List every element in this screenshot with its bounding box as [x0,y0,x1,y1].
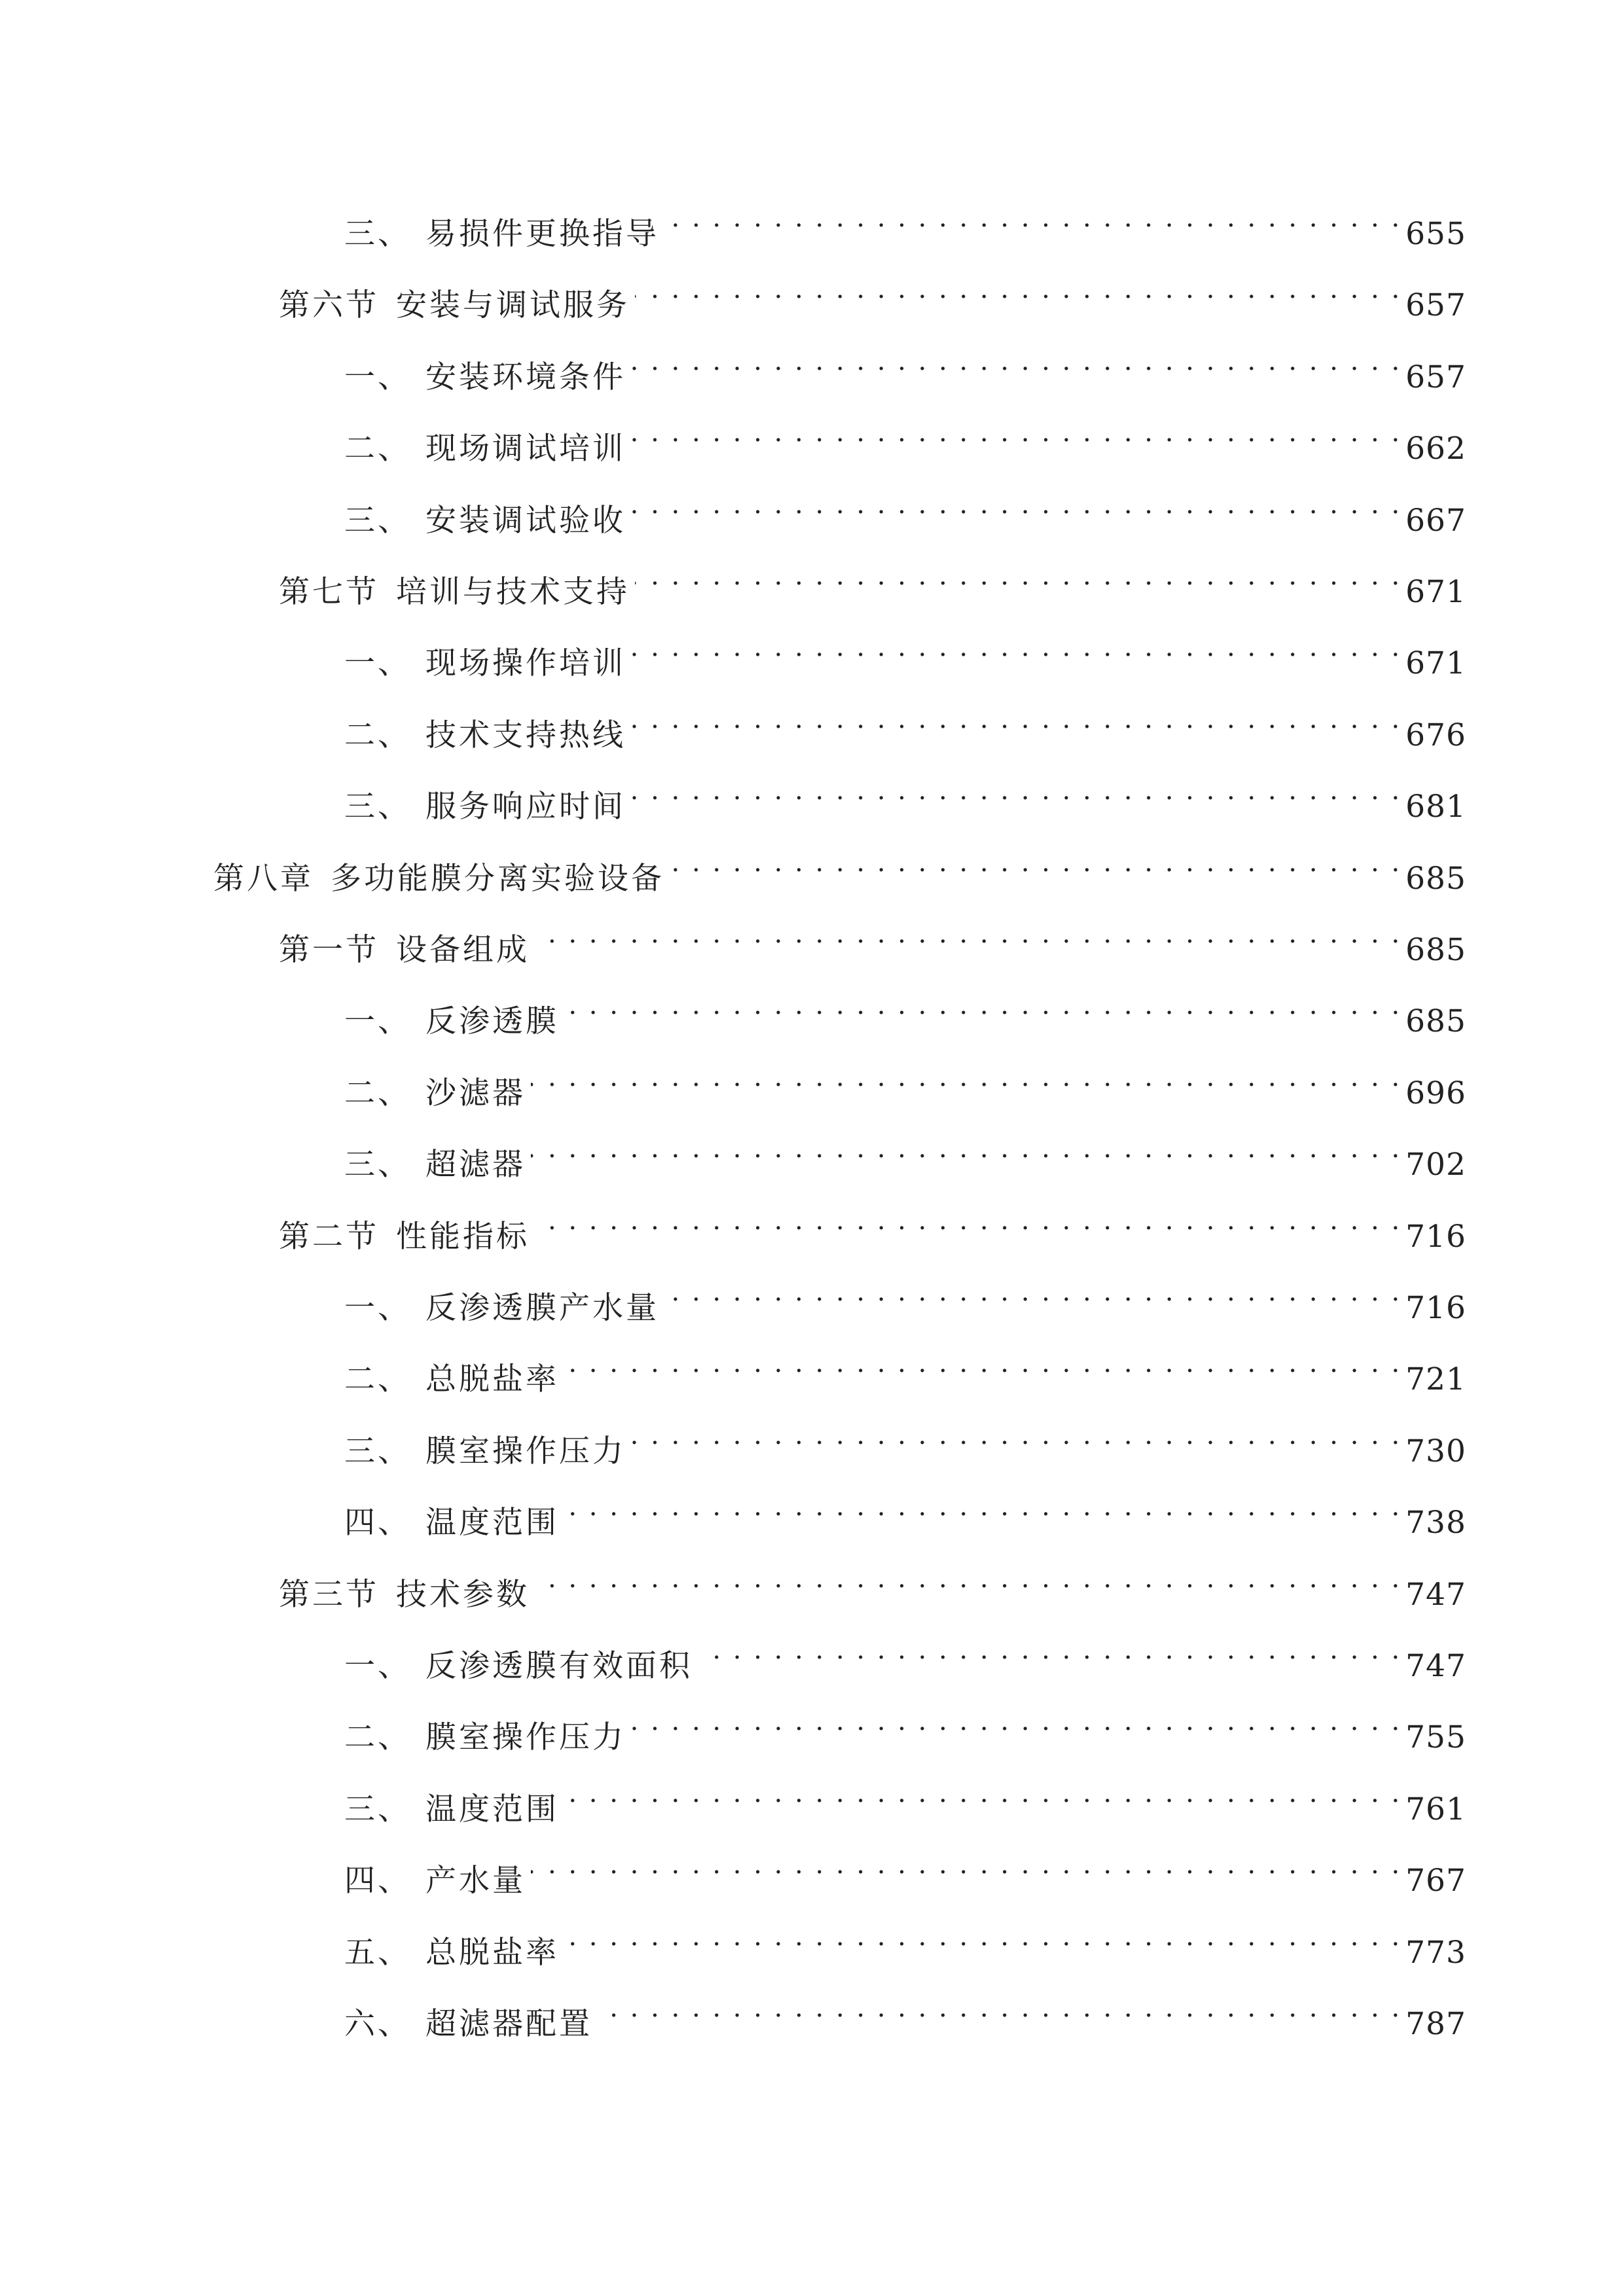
toc-entry-title: 总脱盐率 [425,1935,559,1971]
toc-entry-item[interactable] [344,1695,1466,1755]
toc-entry-number: 第七节 [279,574,379,610]
toc-entry-number: 三、 [344,789,411,825]
toc-entry-page-number: 671 [1405,574,1466,610]
toc-entry-page-number: 657 [1405,359,1466,395]
toc-entry-title: 培训与技术支持 [396,574,630,610]
toc-entry-number: 三、 [344,1791,411,1827]
toc-entry-title: 服务响应时间 [425,789,626,825]
dot-leader [531,1122,1401,1175]
toc-entry-page-number: 755 [1405,1719,1466,1755]
dot-leader [564,1910,1401,1963]
dot-leader [664,1266,1401,1318]
toc-entry-number: 一、 [344,645,411,681]
toc-entry-title: 安装与调试服务 [396,287,630,323]
toc-entry-number: 第一节 [279,932,379,968]
toc-entry-title: 技术参数 [396,1577,530,1613]
toc-entry-title: 多功能膜分离实验设备 [331,861,664,897]
dot-leader [698,1624,1401,1676]
toc-entry-number: 二、 [344,1075,411,1111]
toc-entry-section[interactable] [279,908,1466,968]
toc-entry-page-number: 773 [1405,1935,1466,1971]
toc-entry-item[interactable] [344,764,1466,825]
dot-leader [598,1982,1401,2034]
toc-entry-page-number: 667 [1405,503,1466,539]
toc-entry-number: 第二节 [279,1219,379,1255]
toc-entry-title: 现场调试培训 [425,431,626,467]
toc-entry-number: 四、 [344,1863,411,1899]
toc-entry-page-number: 685 [1405,861,1466,897]
dot-leader [631,478,1401,531]
dot-leader [631,335,1401,387]
toc-entry-number: 一、 [344,1648,411,1684]
toc-entry-item[interactable] [344,1910,1466,1971]
toc-entry-item[interactable] [344,693,1466,753]
toc-entry-title: 超滤器 [425,1147,526,1183]
dot-leader [535,1194,1401,1247]
toc-entry-page-number: 655 [1405,216,1466,252]
toc-entry-item[interactable] [344,979,1466,1039]
toc-entry-number: 一、 [344,1290,411,1326]
toc-entry-page-number: 747 [1405,1577,1466,1613]
toc-entry-section[interactable] [279,1552,1466,1613]
toc-entry-number: 五、 [344,1935,411,1971]
dot-leader [564,979,1401,1031]
dot-leader [631,406,1401,459]
toc-entry-number: 三、 [344,1433,411,1469]
toc-entry-title: 超滤器配置 [425,2006,592,2042]
toc-entry-page-number: 738 [1405,1505,1466,1541]
toc-entry-number: 第三节 [279,1577,379,1613]
toc-entry-title: 温度范围 [425,1791,559,1827]
toc-entry-title: 反渗透膜有效面积 [425,1648,693,1684]
toc-entry-title: 安装调试验收 [425,503,626,539]
dot-leader [670,836,1401,889]
dot-leader [564,1337,1401,1390]
dot-leader [664,192,1401,244]
toc-entry-number: 第六节 [279,287,379,323]
toc-entry-title: 反渗透膜 [425,1003,559,1039]
toc-entry-title: 设备组成 [396,932,530,968]
toc-entry-title: 沙滤器 [425,1075,526,1111]
dot-leader [535,908,1401,960]
toc-entry-number: 三、 [344,503,411,539]
dot-leader [564,1480,1401,1533]
toc-entry-title: 温度范围 [425,1505,559,1541]
toc-entry-number: 二、 [344,1719,411,1755]
toc-entry-page-number: 747 [1405,1648,1466,1684]
toc-entry-item[interactable] [344,1266,1466,1326]
toc-entry-page-number: 716 [1405,1290,1466,1326]
toc-entry-title: 技术支持热线 [425,717,626,753]
toc-entry-number: 二、 [344,431,411,467]
toc-entry-chapter[interactable] [213,836,1466,897]
toc-entry-number: 二、 [344,717,411,753]
dot-leader [631,1409,1401,1462]
dot-leader [531,1051,1401,1103]
toc-entry-number: 三、 [344,216,411,252]
dot-leader [631,693,1401,745]
toc-entry-page-number: 696 [1405,1075,1466,1111]
toc-entry-number: 二、 [344,1361,411,1397]
toc-entry-item[interactable] [344,1480,1466,1541]
toc-entry-number: 一、 [344,359,411,395]
dot-leader [564,1767,1401,1820]
toc-entry-item[interactable] [344,1409,1466,1469]
toc-entry-title: 膜室操作压力 [425,1719,626,1755]
toc-entry-number: 六、 [344,2006,411,2042]
toc-entry-number: 四、 [344,1505,411,1541]
dot-leader [631,1695,1401,1748]
toc-entry-item[interactable] [344,1982,1466,2042]
dot-leader [631,621,1401,673]
toc-entry-item[interactable] [344,192,1466,252]
dot-leader [531,1839,1401,1891]
toc-entry-title: 产水量 [425,1863,526,1899]
toc-entry-title: 现场操作培训 [425,645,626,681]
toc-entry-page-number: 702 [1405,1147,1466,1183]
dot-leader [631,764,1401,817]
toc-entry-item[interactable] [344,1337,1466,1397]
toc-entry-page-number: 761 [1405,1791,1466,1827]
toc-entry-section[interactable] [279,263,1466,323]
dot-leader [535,1552,1401,1605]
toc-entry-title: 膜室操作压力 [425,1433,626,1469]
toc-entry-title: 易损件更换指导 [425,216,659,252]
toc-entry-title: 性能指标 [396,1219,530,1255]
toc-entry-item[interactable] [344,1839,1466,1899]
toc-entry-item[interactable] [344,1624,1466,1684]
toc-entry-item[interactable] [344,621,1466,681]
toc-entry-number: 三、 [344,1147,411,1183]
toc-entry-section[interactable] [279,1194,1466,1255]
toc-entry-section[interactable] [279,550,1466,610]
toc-entry-page-number: 662 [1405,431,1466,467]
toc-entry-item[interactable] [344,1122,1466,1183]
toc-entry-number: 第八章 [213,861,314,897]
dot-leader [635,550,1401,602]
dot-leader [635,263,1401,315]
toc-entry-item[interactable] [344,478,1466,539]
toc-entry-page-number: 671 [1405,645,1466,681]
toc-entry-page-number: 657 [1405,287,1466,323]
toc-entry-page-number: 730 [1405,1433,1466,1469]
toc-entry-page-number: 681 [1405,789,1466,825]
toc-entry-page-number: 767 [1405,1863,1466,1899]
toc-entry-page-number: 685 [1405,1003,1466,1039]
toc-entry-page-number: 716 [1405,1219,1466,1255]
toc-entry-page-number: 721 [1405,1361,1466,1397]
toc-entry-page-number: 676 [1405,717,1466,753]
toc-entry-page-number: 685 [1405,932,1466,968]
toc-entry-item[interactable] [344,335,1466,395]
toc-entry-title: 总脱盐率 [425,1361,559,1397]
toc-entry-number: 一、 [344,1003,411,1039]
toc-entry-item[interactable] [344,406,1466,467]
toc-entry-page-number: 787 [1405,2006,1466,2042]
toc-entry-item[interactable] [344,1767,1466,1827]
toc-entry-title: 安装环境条件 [425,359,626,395]
toc-entry-title: 反渗透膜产水量 [425,1290,659,1326]
toc-entry-item[interactable] [344,1051,1466,1111]
